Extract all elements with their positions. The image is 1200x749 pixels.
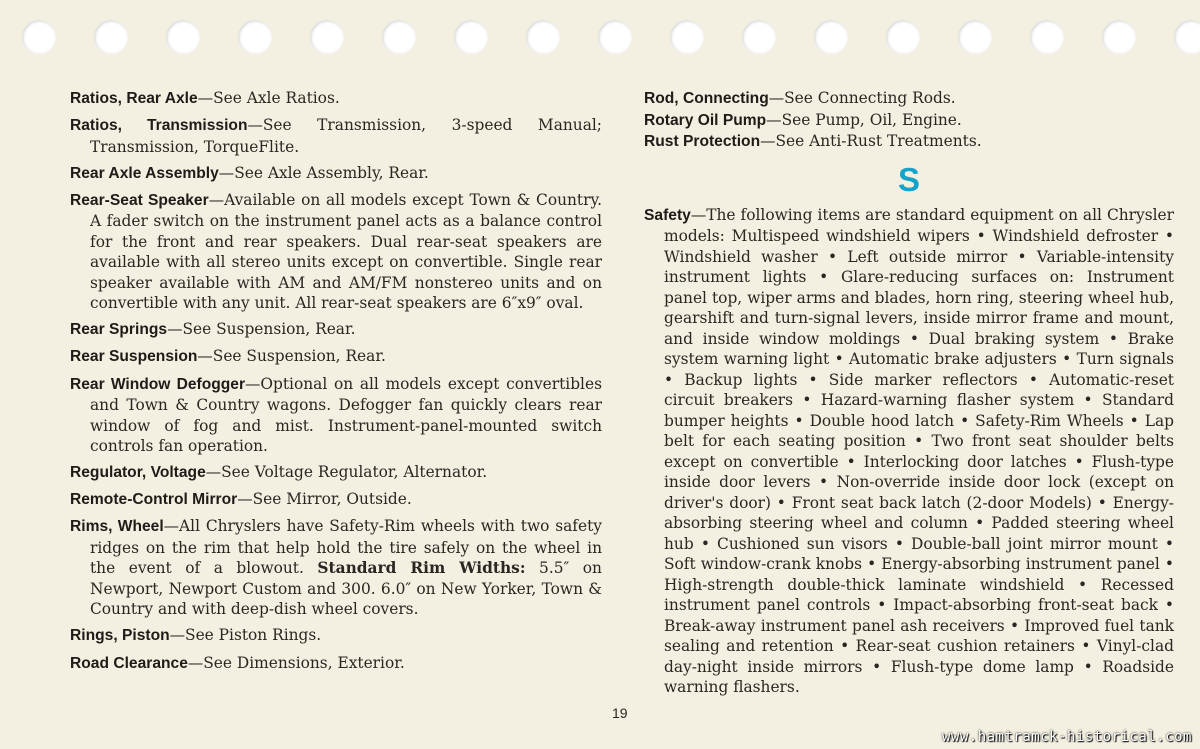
index-entry — [70, 163, 602, 185]
binder-hole — [382, 20, 416, 54]
binder-hole — [310, 20, 344, 54]
binder-hole — [526, 20, 560, 54]
index-entry — [70, 190, 602, 314]
entry-term: Rust Protection — [644, 133, 761, 150]
rim-widths-heading: Standard Rim Widths: — [317, 559, 526, 578]
index-entry — [70, 88, 602, 110]
watermark: www.hamtramck-historical.com — [941, 729, 1192, 745]
right-column — [644, 88, 1174, 703]
entry-text: —See Piston Rings. — [169, 626, 322, 645]
index-entry — [70, 625, 602, 647]
safety-entry — [644, 205, 1174, 698]
index-entry — [70, 346, 602, 368]
binder-hole — [166, 20, 200, 54]
entry-text: 5.5″ on Newport, Newport Custom and 300. 6.0″ on New Yorker, Town & Country and with deep-dish wheel covers. — [90, 559, 602, 619]
entry-term: Safety — [644, 206, 691, 224]
entry-term: Road Clearance — [70, 654, 188, 672]
binder-holes — [0, 20, 1200, 60]
entry-text: —Available on all models except Town & Country. A fader switch on the instrument panel acts as a balance control for the front and rear speakers. Dual rear-seat speakers are available with all stereo units except on convertible. Single rear speaker available with AM and AM/FM nonstereo units and on convertible with any unit. All rear-seat speakers are 6″x9″ oval. — [90, 190, 602, 313]
entry-text: —All Chryslers have Safety-Rim wheels with two safety ridges on the rim that help hold the tire safely on the wheel in the event of a blowout. — [90, 517, 602, 578]
entry-text: —See Suspension, Rear. — [167, 320, 356, 339]
index-entry — [70, 489, 602, 511]
index-entry — [70, 462, 602, 484]
entry-term: Remote-Control Mirror — [70, 491, 238, 509]
entry-term: Rear Axle Assembly — [70, 164, 219, 182]
binder-hole — [94, 20, 128, 54]
index-entry — [644, 131, 1174, 153]
entry-text: —See Axle Ratios. — [197, 89, 340, 107]
binder-hole — [958, 20, 992, 54]
binder-hole — [670, 20, 704, 54]
binder-hole — [238, 20, 272, 54]
binder-hole — [1030, 20, 1064, 54]
entry-text: —The following items are standard equipment on all Chrysler models: Multispeed windshield wipers • Windshield defroster • Windshield washer • Left outside mirror • Variable-intensity instrument lights • Glare-reducing surfaces on: Instrument panel top, wiper arms and blades, horn ring, steering wheel hub, gearshift and turn-signal levers, inside mirror frame and mount, and inside window moldings • Dual braking system • Brake system warning light • Automatic brake adjusters • Turn signals • Backup lights • Side marker reflectors • Automatic-reset circuit breakers • Hazard-warning flasher system • Standard bumper heights • Double hood latch • Safety-Rim Wheels • Lap belt for each seating position • Two front seat shoulder belts except on convertible • Interlocking door latches • Flush-type inside door levers • Non-override inside door lock (except on driver's door) • Front seat back latch (2-door Models) • Energy-absorbing steering wheel and column • Padded steering wheel hub • Cushioned sun visors • Double-ball joint mirror mount • Soft window-crank knobs • Energy-absorbing instrument panel • High-strength double-thick laminate windshield • Recessed instrument panel controls • Impact-absorbing front-seat back • Break-away instrument panel ash receivers • Improved fuel tank sealing and retention • Rear-seat cushion retainers • Vinyl-clad day-night inside mirrors • Flush-type dome lamp • Roadside warning flashers. — [664, 205, 1174, 696]
binder-hole — [1102, 20, 1136, 54]
entry-term: Ratios, Transmission — [70, 117, 248, 135]
entry-text: —See Axle Assembly, Rear. — [218, 163, 429, 182]
entry-term: Rims, Wheel — [70, 518, 164, 536]
binder-hole — [742, 20, 776, 54]
binder-hole — [886, 20, 920, 54]
page-number: 19 — [612, 705, 628, 721]
entry-text: —See Anti-Rust Treatments. — [760, 132, 982, 150]
entry-term: Rear Suspension — [70, 348, 198, 366]
binder-hole — [598, 20, 632, 54]
entry-text: —Optional on all models except convertibles and Town & Country wagons. Defogger fan quickly clears rear window of fog and mist. Instrument-panel-mounted switch controls fan operation. — [90, 374, 602, 456]
index-entry — [644, 110, 1174, 132]
entry-text: —See Connecting Rods. — [768, 89, 956, 107]
entry-text: —See Mirror, Outside. — [237, 490, 412, 509]
entry-text: —See Voltage Regulator, Alternator. — [205, 463, 488, 482]
entry-term: Rear-Seat Speaker — [70, 191, 209, 209]
entry-text: —See Dimensions, Exterior. — [187, 653, 405, 672]
binder-hole — [814, 20, 848, 54]
entry-term: Rear Window Defogger — [70, 375, 246, 393]
index-entry — [644, 88, 1174, 110]
index-entry-rims — [70, 516, 602, 620]
section-letter: S — [897, 160, 920, 198]
entry-term: Regulator, Voltage — [70, 464, 206, 482]
binder-hole — [454, 20, 488, 54]
left-column — [70, 88, 602, 680]
index-entry — [70, 653, 602, 675]
binder-hole — [22, 20, 56, 54]
binder-hole — [1174, 20, 1200, 54]
entry-term: Rotary Oil Pump — [644, 111, 767, 129]
index-entry — [70, 319, 602, 341]
entry-term: Rod, Connecting — [644, 90, 769, 107]
entry-text: —See Pump, Oil, Engine. — [766, 110, 962, 129]
entry-text: —See Transmission, 3-speed Manual; Transmission, TorqueFlite. — [90, 116, 602, 156]
index-entry — [70, 115, 602, 157]
entry-text: —See Suspension, Rear. — [197, 347, 386, 366]
index-entry — [70, 374, 602, 457]
entry-term: Ratios, Rear Axle — [70, 90, 198, 107]
entry-term: Rings, Piston — [70, 627, 170, 645]
entry-term: Rear Springs — [70, 321, 168, 339]
